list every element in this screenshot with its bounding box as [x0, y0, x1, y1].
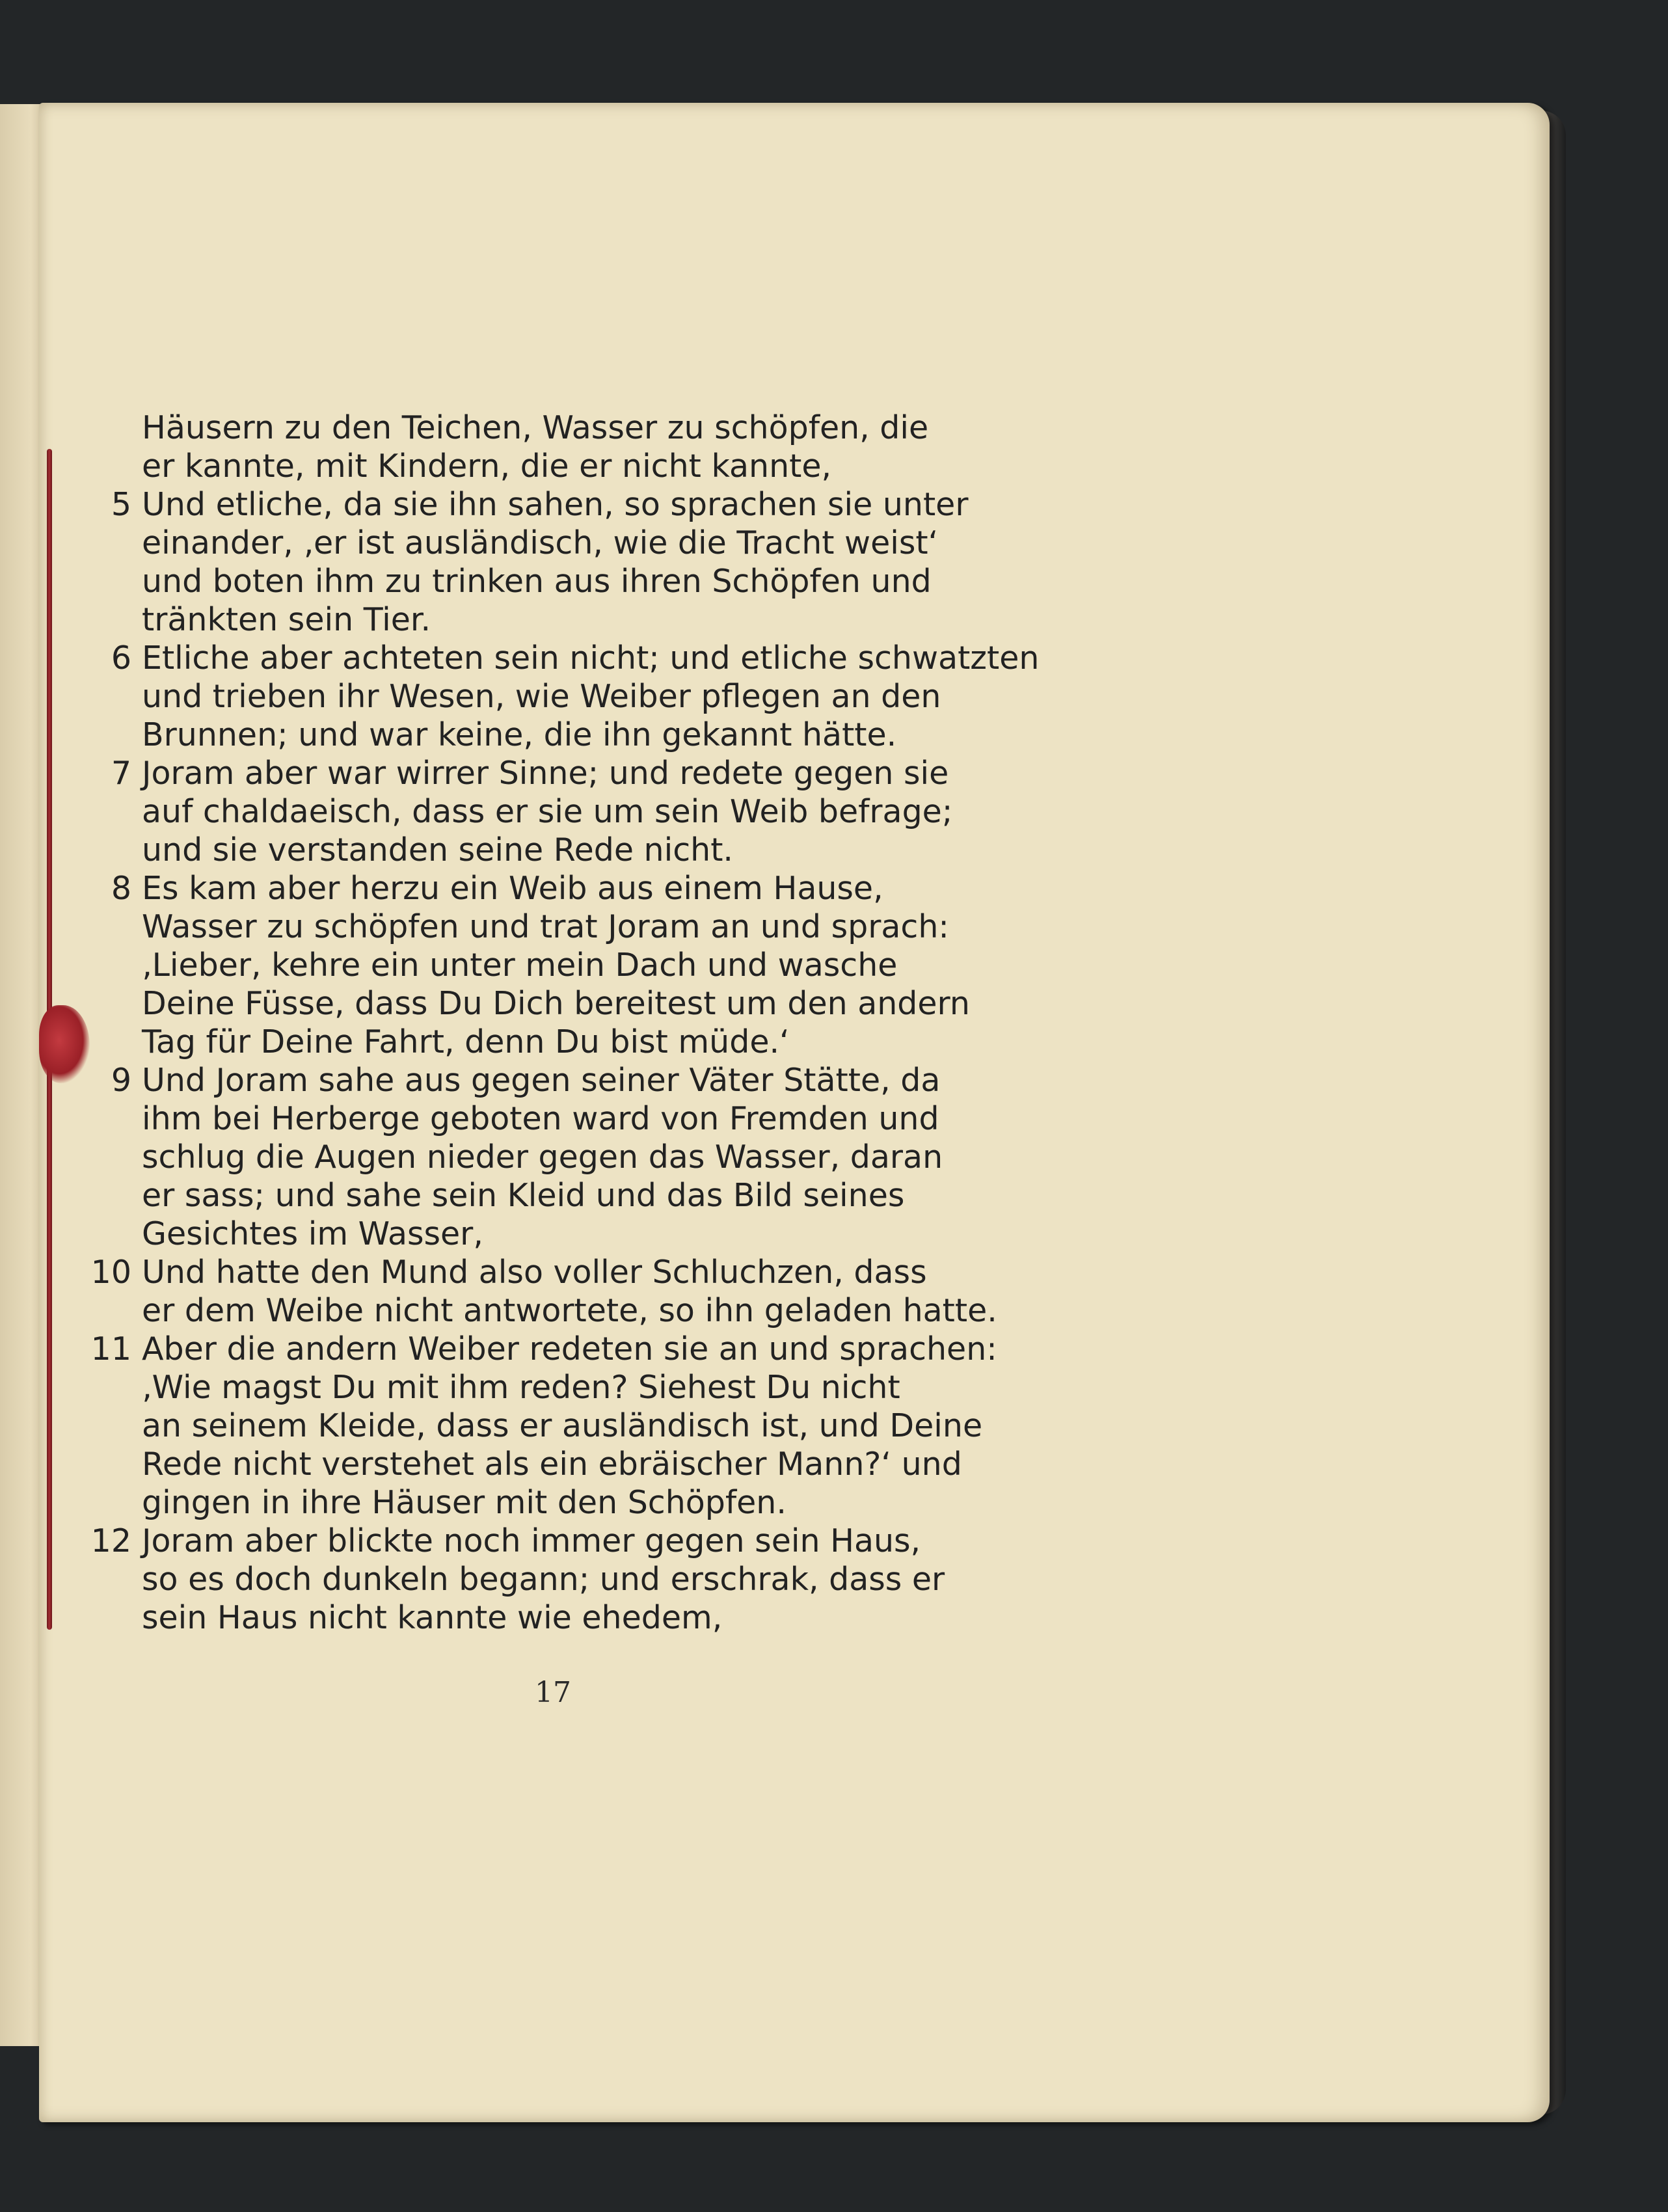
text-line	[0, 984, 1041, 1023]
text-line	[0, 409, 1041, 447]
verse-number: 9	[111, 1062, 131, 1099]
text-line	[0, 869, 1041, 908]
line-text: Tag für Deine Fahrt, denn Du bist müde.‘	[142, 1023, 790, 1060]
text-line	[0, 639, 1041, 677]
text-line	[0, 1598, 1041, 1637]
line-text: er sass; und sahe sein Kleid und das Bild seines	[142, 1177, 905, 1214]
line-text: gingen in ihre Häuser mit den Schöpfen.	[142, 1484, 787, 1521]
line-text: Joram aber war wirrer Sinne; und redete gegen sie	[142, 755, 949, 792]
text-line	[0, 1445, 1041, 1483]
line-text: Gesichtes im Wasser,	[142, 1215, 483, 1252]
text-line	[0, 447, 1041, 485]
text-line	[0, 677, 1041, 716]
text-line	[0, 1099, 1041, 1138]
line-text: ‚Lieber, kehre ein unter mein Dach und wasche	[142, 947, 898, 984]
verse-number: 8	[111, 870, 131, 907]
line-text: an seinem Kleide, dass er ausländisch ist, und Deine	[142, 1407, 983, 1444]
text-line	[0, 562, 1041, 600]
line-text: sein Haus nicht kannte wie ehedem,	[142, 1599, 723, 1636]
line-text: er dem Weibe nicht antwortete, so ihn geladen hatte.	[142, 1292, 997, 1329]
text-line	[0, 1138, 1041, 1176]
line-text: Häusern zu den Teichen, Wasser zu schöpfen, die	[142, 409, 929, 446]
text-line	[0, 1215, 1041, 1253]
text-line	[0, 485, 1041, 524]
text-line	[0, 1483, 1041, 1522]
text-line	[0, 1407, 1041, 1445]
verse-number: 10	[90, 1254, 131, 1291]
text-line	[0, 792, 1041, 831]
text-line	[0, 1023, 1041, 1061]
line-text: er kannte, mit Kindern, die er nicht kannte,	[142, 448, 832, 485]
text-line	[0, 1368, 1041, 1407]
line-text: Rede nicht verstehet als ein ebräischer Mann?‘ und	[142, 1446, 962, 1483]
page-number: 17	[535, 1676, 571, 1709]
line-text: Und hatte den Mund also voller Schluchzen, dass	[142, 1254, 927, 1291]
text-line	[0, 754, 1041, 792]
line-text: ihm bei Herberge geboten ward von Fremden und	[142, 1100, 939, 1137]
line-text: Und Joram sahe aus gegen seiner Väter Stätte, da	[142, 1062, 941, 1099]
verse-number: 7	[111, 755, 131, 792]
line-text: und boten ihm zu trinken aus ihren Schöpfen und	[142, 563, 932, 600]
line-text: auf chaldaeisch, dass er sie um sein Weib befrage;	[142, 793, 953, 830]
text-line	[0, 716, 1041, 754]
line-text: Joram aber blickte noch immer gegen sein Haus,	[142, 1522, 921, 1559]
line-text: und sie verstanden seine Rede nicht.	[142, 831, 733, 869]
line-text: einander, ‚er ist ausländisch, wie die Tracht weist‘	[142, 524, 939, 561]
line-text: Deine Füsse, dass Du Dich bereitest um den andern	[142, 985, 970, 1022]
line-text: so es doch dunkeln begann; und erschrak, dass er	[142, 1561, 945, 1598]
line-text: Brunnen; und war keine, die ihn gekannt hätte.	[142, 716, 897, 753]
text-line	[0, 524, 1041, 562]
line-text: Es kam aber herzu ein Weib aus einem Hause,	[142, 870, 883, 907]
verse-number: 11	[90, 1330, 131, 1368]
text-line	[0, 1253, 1041, 1291]
text-line	[0, 1291, 1041, 1330]
line-text: Etliche aber achteten sein nicht; und etliche schwatzten	[142, 640, 1040, 677]
line-text: ‚Wie magst Du mit ihm reden? Siehest Du nicht	[142, 1369, 900, 1406]
line-text: Und etliche, da sie ihn sahen, so sprachen sie unter	[142, 486, 969, 523]
text-line	[0, 1330, 1041, 1368]
verse-number: 12	[90, 1522, 131, 1559]
line-text: Aber die andern Weiber redeten sie an und sprachen:	[142, 1330, 997, 1368]
text-line	[0, 1522, 1041, 1560]
text-line	[0, 831, 1041, 869]
line-text: und trieben ihr Wesen, wie Weiber pflegen an den	[142, 678, 941, 715]
text-line	[0, 1176, 1041, 1215]
text-line	[0, 600, 1041, 639]
verse-number: 5	[111, 486, 131, 523]
line-text: tränkten sein Tier.	[142, 601, 431, 638]
line-text: Wasser zu schöpfen und trat Joram an und sprach:	[142, 908, 949, 945]
line-text: schlug die Augen nieder gegen das Wasser, daran	[142, 1139, 943, 1176]
body-text	[0, 409, 1041, 1637]
text-line	[0, 1560, 1041, 1598]
text-line	[0, 1061, 1041, 1099]
text-line	[0, 908, 1041, 946]
verse-number: 6	[111, 640, 131, 677]
text-line	[0, 946, 1041, 984]
